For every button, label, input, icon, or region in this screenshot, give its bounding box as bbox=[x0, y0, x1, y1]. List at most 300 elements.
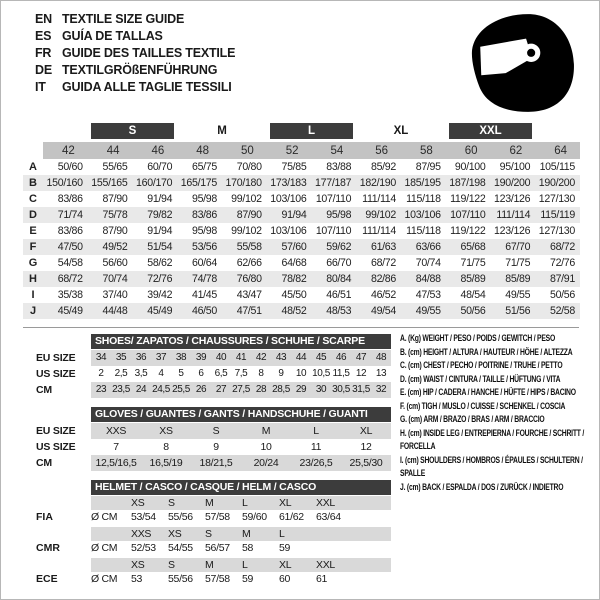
shoes-table-title: SHOES/ ZAPATOS / CHAUSSURES / SCHUHE / SCARPE bbox=[91, 334, 391, 349]
shoes-value: 26 bbox=[195, 384, 207, 395]
measure-value: 44/48 bbox=[88, 303, 133, 319]
shoes-value: 24 bbox=[135, 384, 147, 395]
measure-value: 46/51 bbox=[326, 289, 352, 301]
shoes-value: 13 bbox=[375, 368, 387, 379]
legend-item-h: H. (cm) INSIDE LEG / ENTREPIERNA / FOURCHE / SCHRITT / FORCELLA bbox=[400, 427, 585, 452]
size-number-header-row bbox=[23, 142, 580, 159]
gloves-value: 9 bbox=[213, 441, 219, 453]
measure-value: 45/49 bbox=[43, 303, 88, 319]
measure-value: 84/88 bbox=[401, 271, 446, 287]
shoes-value: 10 bbox=[295, 368, 307, 379]
shoes-value: 12 bbox=[355, 368, 367, 379]
measure-value: 60/70 bbox=[147, 161, 173, 173]
measure-value: 65/75 bbox=[191, 161, 217, 173]
measure-value: 59/62 bbox=[312, 239, 357, 255]
measure-value: 50/56 bbox=[446, 303, 491, 319]
shoes-table-rows bbox=[23, 350, 393, 398]
gloves-value: 12,5/16,5 bbox=[95, 457, 137, 469]
measure-value: 61/63 bbox=[356, 239, 401, 255]
measure-value: 91/94 bbox=[147, 225, 173, 237]
gloves-row-cm bbox=[23, 455, 393, 471]
shoes-value: 3,5 bbox=[134, 368, 148, 379]
measure-value: 71/75 bbox=[505, 257, 531, 269]
shoes-value: 9 bbox=[278, 368, 284, 379]
language-code: EN bbox=[35, 12, 52, 26]
gloves-value: 25,5/30 bbox=[349, 457, 383, 469]
measure-value: 62/66 bbox=[236, 257, 262, 269]
row-label: CM bbox=[36, 384, 52, 396]
language-code: ES bbox=[35, 29, 52, 43]
measure-value: 48/52 bbox=[267, 303, 312, 319]
measure-value: 48/53 bbox=[312, 303, 357, 319]
measure-value: 115/118 bbox=[406, 225, 441, 237]
shoes-value: 40 bbox=[215, 352, 227, 363]
shoes-value: 42 bbox=[255, 352, 267, 363]
helmet-value: 53 bbox=[131, 573, 143, 585]
helmet-value: 59/60 bbox=[242, 511, 267, 523]
shoes-value: 39 bbox=[195, 352, 207, 363]
measure-value: 55/65 bbox=[102, 161, 128, 173]
helmet-value: 59 bbox=[242, 573, 254, 585]
measure-value: 115/118 bbox=[406, 193, 441, 205]
measure-value: 91/94 bbox=[147, 193, 173, 205]
size-column-header: 42 bbox=[43, 142, 88, 159]
size-column-header: 48 bbox=[177, 142, 222, 159]
helmet-value: 58 bbox=[242, 542, 254, 554]
measure-value: 91/94 bbox=[267, 207, 312, 223]
shoes-value: 5 bbox=[178, 368, 184, 379]
measure-value: 182/190 bbox=[356, 175, 401, 191]
helmet-size: XS bbox=[131, 559, 145, 571]
helmet-value: 55/56 bbox=[168, 573, 193, 585]
measure-value: 49/55 bbox=[401, 303, 446, 319]
measure-value: 115/119 bbox=[535, 207, 580, 223]
measure-value: 71/75 bbox=[460, 257, 486, 269]
helmet-size: XS bbox=[131, 497, 145, 509]
size-column-header: 60 bbox=[446, 142, 491, 159]
measure-value: 85/89 bbox=[446, 271, 491, 287]
measure-value: 190/200 bbox=[491, 175, 536, 191]
helmet-value: 61 bbox=[316, 573, 328, 585]
legend-item-j: J. (cm) BACK / ESPALDA / DOS / ZURÜCK / INDIETRO bbox=[400, 481, 564, 493]
gloves-value: 8 bbox=[163, 441, 169, 453]
helmet-size-row-ece bbox=[23, 558, 393, 572]
shoes-value: 6 bbox=[198, 368, 204, 379]
shoes-value: 28 bbox=[255, 384, 267, 395]
helmet-size: XL bbox=[279, 559, 292, 571]
size-column-header: 44 bbox=[88, 142, 133, 159]
helmet-value: 59 bbox=[279, 542, 291, 554]
language-code: IT bbox=[35, 80, 46, 94]
shoes-row-cm bbox=[23, 382, 393, 398]
textile-size-table-body bbox=[23, 123, 580, 319]
shoes-value: 25,5 bbox=[172, 384, 190, 395]
row-letter: E bbox=[29, 225, 37, 237]
helmet-value: 56/57 bbox=[205, 542, 230, 554]
measure-value: 35/38 bbox=[57, 289, 83, 301]
size-group-row bbox=[23, 123, 580, 142]
measure-value: 70/80 bbox=[236, 161, 262, 173]
standard-label: CMR bbox=[36, 542, 60, 554]
size-column-header: 58 bbox=[401, 142, 446, 159]
language-row-it bbox=[35, 79, 235, 96]
measure-value: 39/42 bbox=[147, 289, 173, 301]
measure-value: 72/76 bbox=[133, 271, 178, 287]
measure-value: 85/92 bbox=[370, 161, 396, 173]
measure-value: 83/86 bbox=[177, 207, 222, 223]
helmet-value: 55/56 bbox=[168, 511, 193, 523]
shoes-value: 41 bbox=[235, 352, 247, 363]
shoes-value: 30,5 bbox=[332, 384, 350, 395]
size-group-m: M bbox=[217, 125, 227, 137]
section-divider bbox=[23, 327, 579, 328]
helmet-size: XXL bbox=[316, 559, 335, 571]
measure-value: 103/106 bbox=[270, 225, 307, 237]
helmet-icon bbox=[467, 11, 579, 115]
row-letter: D bbox=[23, 207, 43, 223]
measure-value: 66/70 bbox=[326, 257, 352, 269]
helmet-value: 61/62 bbox=[279, 511, 304, 523]
shoes-value: 4 bbox=[158, 368, 164, 379]
measure-value: 119/122 bbox=[450, 193, 486, 205]
measure-value: 107/110 bbox=[315, 193, 352, 205]
language-row-es bbox=[35, 28, 235, 45]
measure-row-e bbox=[23, 223, 580, 239]
measure-value: 150/160 bbox=[43, 175, 88, 191]
measure-value: 75/85 bbox=[281, 161, 307, 173]
shoes-value: 10,5 bbox=[312, 368, 330, 379]
measure-value: 46/52 bbox=[370, 289, 396, 301]
language-code: DE bbox=[35, 63, 52, 77]
size-column-header: 46 bbox=[133, 142, 178, 159]
measure-value: 47/50 bbox=[43, 239, 88, 255]
shoes-value: 32 bbox=[375, 384, 387, 395]
measure-value: 87/95 bbox=[415, 161, 441, 173]
measure-value: 64/68 bbox=[281, 257, 307, 269]
gloves-value: 12 bbox=[360, 441, 372, 453]
gloves-row-us-size bbox=[23, 439, 393, 455]
row-letter: I bbox=[31, 289, 35, 301]
measure-value: 43/47 bbox=[236, 289, 262, 301]
measure-value: 111/114 bbox=[362, 193, 396, 205]
measure-value: 127/130 bbox=[538, 225, 575, 237]
helmet-value: 60 bbox=[279, 573, 291, 585]
measure-value: 56/60 bbox=[102, 257, 128, 269]
helmet-table-title: HELMET / CASCO / CASQUE / HELM / CASCO bbox=[91, 480, 391, 495]
measure-row-f bbox=[23, 239, 580, 255]
measure-value: 80/84 bbox=[312, 271, 357, 287]
measure-value: 177/187 bbox=[312, 175, 357, 191]
row-letter: F bbox=[23, 239, 43, 255]
standard-label: ECE bbox=[36, 573, 58, 585]
shoes-row-us-size bbox=[23, 366, 393, 382]
measure-value: 41/45 bbox=[191, 289, 217, 301]
measure-row-h bbox=[23, 271, 580, 287]
row-label: US SIZE bbox=[36, 441, 76, 453]
diameter-unit: Ø CM bbox=[91, 542, 118, 554]
shoes-value: 6,5 bbox=[214, 368, 228, 379]
shoes-value: 31,5 bbox=[352, 384, 370, 395]
size-column-header: 62 bbox=[491, 142, 536, 159]
gloves-value: 20/24 bbox=[253, 457, 279, 469]
gloves-table-title: GLOVES / GUANTES / GANTS / HANDSCHUHE / GUANTI bbox=[91, 407, 391, 422]
gloves-value: XL bbox=[359, 425, 373, 437]
row-label: EU SIZE bbox=[36, 352, 76, 364]
measure-value: 55/58 bbox=[222, 239, 267, 255]
size-group-s: S bbox=[91, 123, 175, 139]
measure-value: 70/74 bbox=[88, 271, 133, 287]
helmet-value: 57/58 bbox=[205, 573, 230, 585]
measure-value: 78/82 bbox=[267, 271, 312, 287]
legend-item-c: C. (cm) CHEST / PECHO / POITRINE / TRUHE / PETTO bbox=[400, 360, 563, 371]
measure-value: 83/88 bbox=[326, 161, 352, 173]
measurement-legend bbox=[400, 332, 593, 494]
row-letter: B bbox=[23, 175, 43, 191]
measure-value: 107/110 bbox=[315, 225, 352, 237]
measure-value: 79/82 bbox=[133, 207, 178, 223]
shoes-value: 36 bbox=[135, 352, 147, 363]
measure-value: 49/54 bbox=[356, 303, 401, 319]
row-letter: J bbox=[23, 303, 43, 319]
shoes-value: 34 bbox=[95, 352, 107, 363]
shoes-value: 11,5 bbox=[332, 368, 350, 379]
legend-item-e: E. (cm) HIP / CADERA / HANCHE / HÜFTE / HIPS / BACINO bbox=[400, 387, 576, 398]
measure-value: 49/55 bbox=[505, 289, 531, 301]
measure-row-c bbox=[23, 191, 580, 207]
measure-value: 127/130 bbox=[538, 193, 575, 205]
shoes-value: 30 bbox=[315, 384, 327, 395]
language-title: TEXTILE SIZE GUIDE bbox=[62, 12, 185, 26]
language-row-en bbox=[35, 11, 235, 28]
shoes-value: 37 bbox=[155, 352, 167, 363]
measure-value: 68/72 bbox=[43, 271, 88, 287]
helmet-size: XS bbox=[168, 528, 182, 540]
measure-value: 165/175 bbox=[177, 175, 222, 191]
measure-value: 51/54 bbox=[133, 239, 178, 255]
helmet-value: 54/55 bbox=[168, 542, 193, 554]
measure-value: 99/102 bbox=[231, 193, 262, 205]
measure-value: 71/74 bbox=[43, 207, 88, 223]
gloves-table-rows bbox=[23, 423, 393, 471]
measure-row-g bbox=[23, 255, 580, 271]
measure-value: 123/126 bbox=[494, 193, 531, 205]
measure-row-b bbox=[23, 175, 580, 191]
shoes-value: 24,5 bbox=[152, 384, 170, 395]
gloves-value: 7 bbox=[113, 441, 119, 453]
diameter-unit: Ø CM bbox=[91, 573, 118, 585]
measure-value: 95/98 bbox=[191, 193, 217, 205]
measure-value: 47/51 bbox=[222, 303, 267, 319]
helmet-size: XXL bbox=[316, 497, 335, 509]
measure-value: 52/58 bbox=[535, 303, 580, 319]
measure-value: 58/62 bbox=[147, 257, 173, 269]
shoes-value: 47 bbox=[355, 352, 367, 363]
measure-value: 111/114 bbox=[362, 225, 396, 237]
measure-value: 160/170 bbox=[133, 175, 178, 191]
measure-value: 70/74 bbox=[415, 257, 441, 269]
helmet-size: XL bbox=[279, 497, 292, 509]
measure-value: 170/180 bbox=[222, 175, 267, 191]
measure-value: 47/53 bbox=[415, 289, 441, 301]
gloves-value: 18/21,5 bbox=[199, 457, 233, 469]
measure-value: 48/54 bbox=[460, 289, 486, 301]
row-letter: H bbox=[23, 271, 43, 287]
standard-label: FIA bbox=[36, 511, 53, 523]
measure-value: 95/100 bbox=[499, 161, 531, 173]
shoes-value: 43 bbox=[275, 352, 287, 363]
gloves-value: L bbox=[313, 425, 319, 437]
shoes-value: 23,5 bbox=[112, 384, 130, 395]
measure-row-j bbox=[23, 303, 580, 319]
row-label: CM bbox=[36, 457, 52, 469]
size-column-header: 64 bbox=[535, 142, 580, 159]
helmet-table-rows bbox=[23, 496, 393, 589]
measure-value: 74/78 bbox=[177, 271, 222, 287]
measure-value: 45/49 bbox=[133, 303, 178, 319]
measure-row-a bbox=[23, 159, 580, 175]
helmet-size: L bbox=[279, 528, 285, 540]
measure-value: 87/90 bbox=[222, 207, 267, 223]
shoes-value: 27,5 bbox=[232, 384, 250, 395]
measure-value: 83/86 bbox=[57, 193, 83, 205]
language-title: TEXTILGRÖßENFÜHRUNG bbox=[62, 63, 218, 77]
helmet-size: M bbox=[205, 497, 214, 509]
measure-value: 51/56 bbox=[491, 303, 536, 319]
measure-value: 57/60 bbox=[267, 239, 312, 255]
measure-value: 83/86 bbox=[57, 225, 83, 237]
row-letter: G bbox=[28, 257, 38, 269]
measure-value: 95/98 bbox=[312, 207, 357, 223]
helmet-size: M bbox=[242, 528, 251, 540]
measure-value: 54/58 bbox=[57, 257, 83, 269]
gloves-value: S bbox=[212, 425, 220, 437]
measure-value: 155/165 bbox=[88, 175, 133, 191]
helmet-size: L bbox=[242, 497, 248, 509]
gloves-value: 16,5/19 bbox=[149, 457, 183, 469]
helmet-value-row-cmr bbox=[23, 541, 393, 558]
legend-item-i: I. (cm) SHOULDERS / HOMBROS / ÉPAULES / SCHULTERN / SPALLE bbox=[400, 454, 583, 479]
measure-value: 95/98 bbox=[191, 225, 217, 237]
gloves-value: 10 bbox=[260, 441, 272, 453]
helmet-size: M bbox=[205, 559, 214, 571]
measure-value: 50/60 bbox=[57, 161, 83, 173]
gloves-value: M bbox=[261, 425, 271, 437]
measure-value: 65/68 bbox=[446, 239, 491, 255]
language-title: GUÍA DE TALLAS bbox=[62, 29, 163, 43]
measure-value: 68/72 bbox=[535, 239, 580, 255]
size-group-xxl: XXL bbox=[449, 123, 533, 139]
helmet-value-row-fia bbox=[23, 510, 393, 527]
gloves-value: 23/26,5 bbox=[299, 457, 333, 469]
measure-value: 85/89 bbox=[491, 271, 536, 287]
helmet-value: 63/64 bbox=[316, 511, 341, 523]
helmet-icon-svg bbox=[467, 11, 579, 115]
shoes-value: 46 bbox=[335, 352, 347, 363]
measure-value: 103/106 bbox=[270, 193, 307, 205]
gloves-table bbox=[23, 407, 393, 471]
helmet-size: S bbox=[168, 559, 175, 571]
shoes-row-eu-size bbox=[23, 350, 393, 366]
size-column-header: 52 bbox=[267, 142, 312, 159]
measure-value: 76/80 bbox=[222, 271, 267, 287]
gloves-value: 11 bbox=[310, 441, 322, 453]
measure-value: 111/114 bbox=[491, 207, 536, 223]
measure-value: 49/52 bbox=[88, 239, 133, 255]
shoes-value: 8 bbox=[258, 368, 264, 379]
measure-value: 53/56 bbox=[177, 239, 222, 255]
measure-value: 185/195 bbox=[401, 175, 446, 191]
measure-value: 60/64 bbox=[191, 257, 217, 269]
helmet-size-row-fia bbox=[23, 496, 393, 510]
measure-value: 45/50 bbox=[281, 289, 307, 301]
helmet-value-row-ece bbox=[23, 572, 393, 589]
measure-row-d bbox=[23, 207, 580, 223]
row-label: EU SIZE bbox=[36, 425, 76, 437]
measure-value: 75/78 bbox=[88, 207, 133, 223]
size-column-header: 56 bbox=[356, 142, 401, 159]
shoes-value: 2 bbox=[98, 368, 104, 379]
helmet-table bbox=[23, 480, 393, 589]
shoes-value: 23 bbox=[95, 384, 107, 395]
measure-value: 103/106 bbox=[401, 207, 446, 223]
language-row-de bbox=[35, 62, 235, 79]
helmet-value: 52/53 bbox=[131, 542, 156, 554]
measure-value: 46/50 bbox=[177, 303, 222, 319]
shoes-value: 45 bbox=[315, 352, 327, 363]
shoes-table bbox=[23, 334, 393, 398]
measure-value: 87/90 bbox=[102, 193, 128, 205]
shoes-value: 48 bbox=[375, 352, 387, 363]
diameter-unit: Ø CM bbox=[91, 511, 118, 523]
size-column-header: 54 bbox=[312, 142, 357, 159]
measure-value: 67/70 bbox=[491, 239, 536, 255]
measure-value: 119/122 bbox=[450, 225, 486, 237]
language-title-list bbox=[35, 11, 235, 96]
row-label: US SIZE bbox=[36, 368, 76, 380]
measure-value: 105/115 bbox=[539, 161, 575, 173]
measure-value: 87/90 bbox=[102, 225, 128, 237]
measure-value: 99/102 bbox=[231, 225, 262, 237]
measure-row-i bbox=[23, 287, 580, 303]
measure-value: 37/40 bbox=[102, 289, 128, 301]
gloves-value: XXS bbox=[105, 425, 127, 437]
legend-item-a: A. (Kg) WEIGHT / PESO / POIDS / GEWITCH / PESO bbox=[400, 333, 556, 344]
helmet-size: S bbox=[205, 528, 212, 540]
size-group-l: L bbox=[270, 123, 354, 139]
row-letter: A bbox=[29, 161, 37, 173]
textile-size-table bbox=[23, 123, 580, 319]
measure-value: 87/91 bbox=[535, 271, 580, 287]
legend-item-b: B. (cm) HEIGHT / ALTURA / HAUTEUR / HÖHE / ALTEZZA bbox=[400, 346, 573, 358]
measure-value: 50/56 bbox=[549, 289, 575, 301]
measure-value: 68/72 bbox=[370, 257, 396, 269]
shoes-value: 38 bbox=[175, 352, 187, 363]
shoes-value: 27 bbox=[215, 384, 227, 395]
gloves-value: XS bbox=[159, 425, 173, 437]
helmet-value: 57/58 bbox=[205, 511, 230, 523]
legend-item-d: D. (cm) WAIST / CINTURA / TAILLE / HÜFTUNG / VITA bbox=[400, 373, 561, 385]
shoes-value: 44 bbox=[295, 352, 307, 363]
helmet-size: S bbox=[168, 497, 175, 509]
measure-value: 99/102 bbox=[356, 207, 401, 223]
measure-value: 187/198 bbox=[446, 175, 491, 191]
language-title: GUIDA ALLE TAGLIE TESSILI bbox=[62, 80, 232, 94]
language-title: GUIDE DES TAILLES TEXTILE bbox=[62, 46, 236, 60]
measure-value: 123/126 bbox=[494, 225, 531, 237]
language-code: FR bbox=[35, 46, 52, 60]
helmet-size: XXS bbox=[131, 528, 152, 540]
measure-value: 107/110 bbox=[446, 207, 491, 223]
